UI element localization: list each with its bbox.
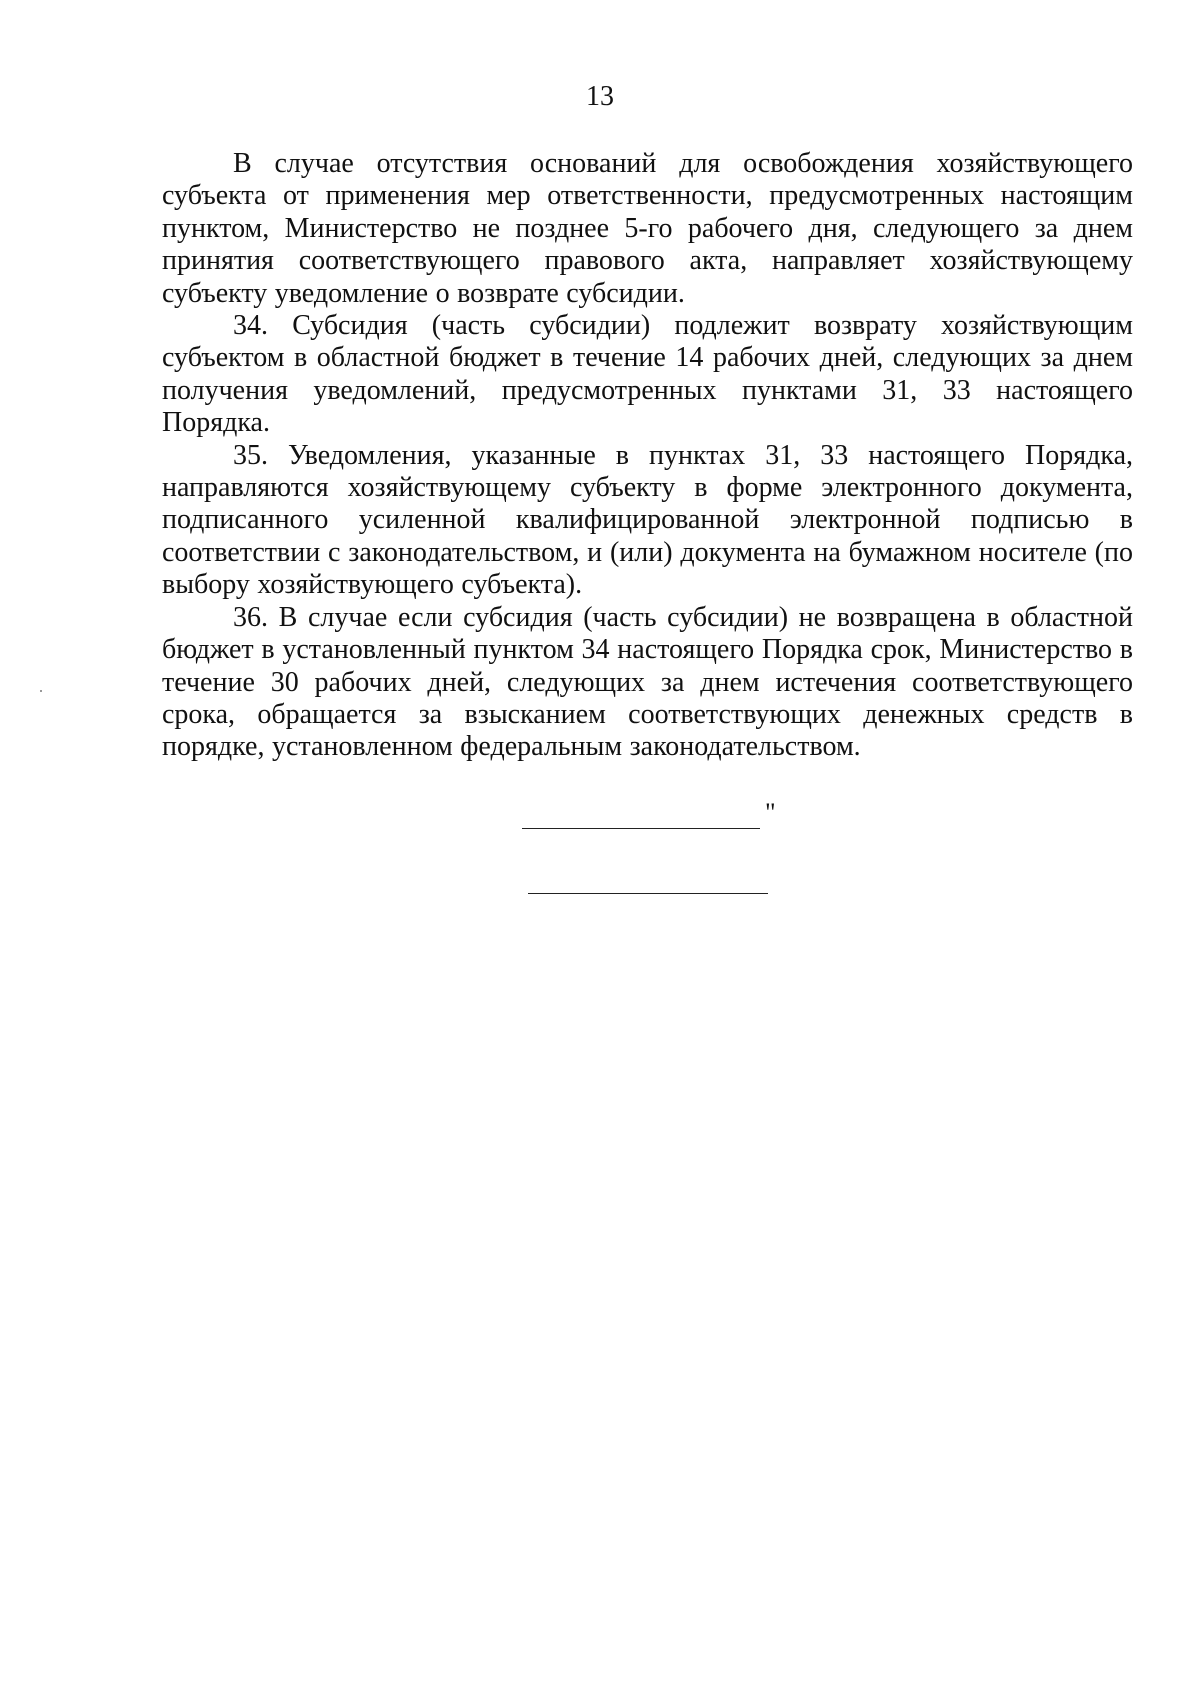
document-body <box>162 148 1133 764</box>
page-number: 13 <box>586 81 614 112</box>
paragraph-34: 34. Субсидия (часть субсидии) подлежит возврату хозяйствующим субъектом в областной бюджет в течение 14 рабочих дней, следующих за днем получения уведомлений, предусмотренных пунктами 31, 33 настоящего Порядка. <box>162 310 1133 439</box>
closing-rule <box>522 828 760 829</box>
scan-speck <box>40 690 42 692</box>
end-rule <box>528 893 768 894</box>
paragraph-36: 36. В случае если субсидия (часть субсидии) не возвращена в областной бюджет в установленный пунктом 34 настоящего Порядка срок, Министерство в течение 30 рабочих дней, следующих за днем истечения соответствующего срока, обращается за взысканием соответствующих денежных средств в порядке, установленном федеральным законодательством. <box>162 601 1133 763</box>
paragraph-liability-notice: В случае отсутствия оснований для освобождения хозяйствующего субъекта от применения мер ответственности, предусмотренных настоящим пунктом, Министерство не позднее 5-го рабочего дня, следующего за днем принятия соответствующего правового акта, направляет хозяйствующему субъекту уведомление о возврате субсидии. <box>162 148 1133 309</box>
closing-quote-mark: " <box>765 798 776 827</box>
paragraph-35: 35. Уведомления, указанные в пунктах 31, 33 настоящего Порядка, направляются хозяйствующему субъекту в форме электронного документа, подписанного усиленной квалифицированной электронной подписью в соответствии с законодательством, и (или) документа на бумажном носителе (по выбору хозяйствующего субъекта). <box>162 439 1133 601</box>
